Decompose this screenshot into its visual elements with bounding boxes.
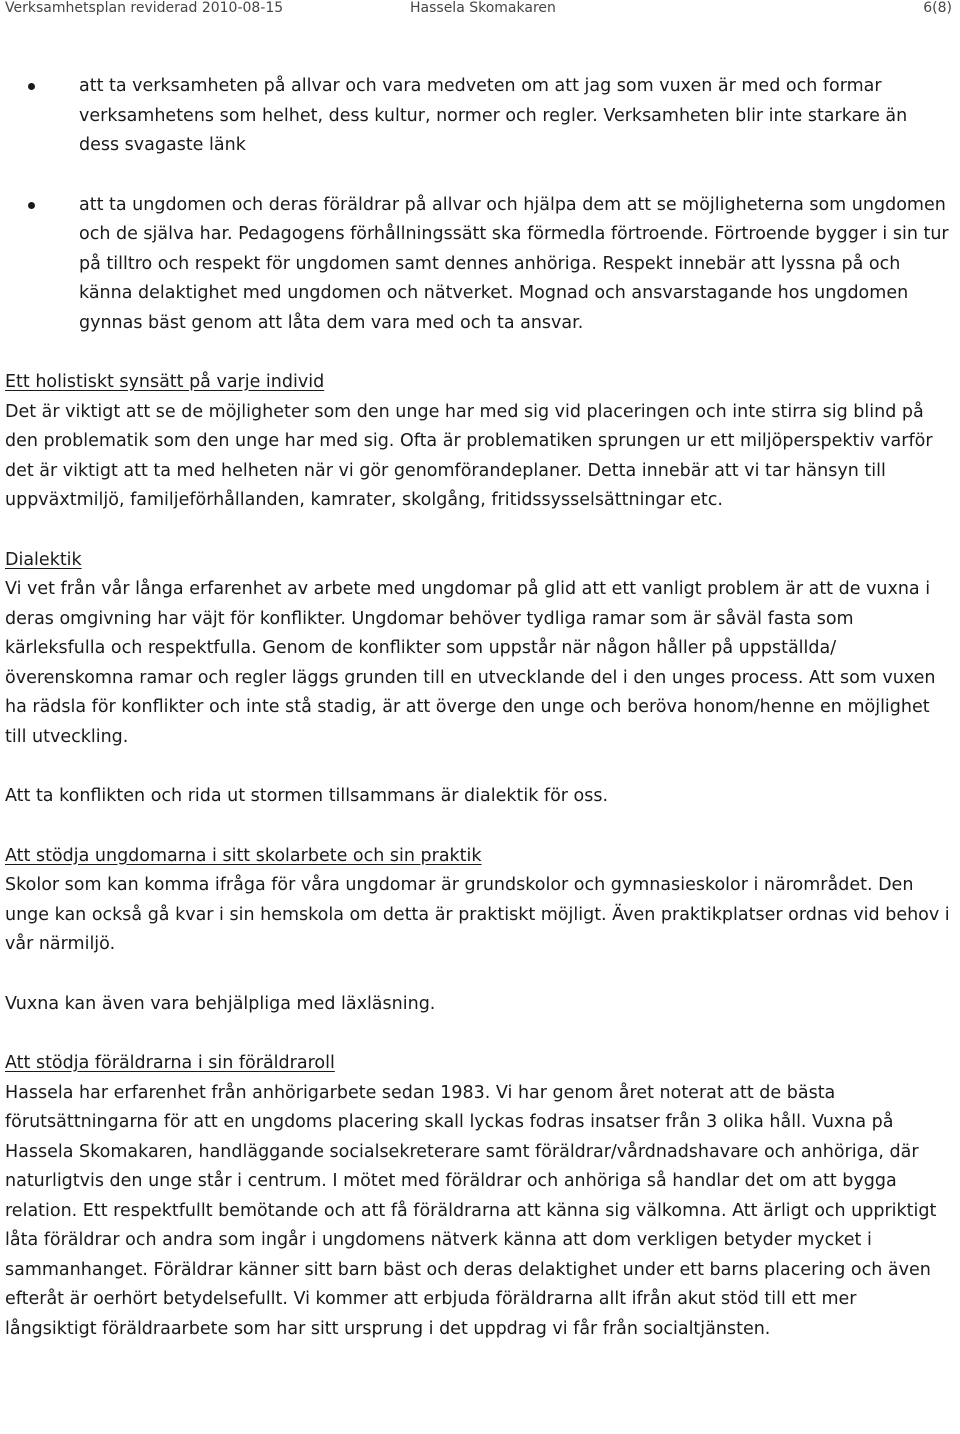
list-item-text: att ta ungdomen och deras föräldrar på allvar och hjälpa dem att se möjligheterna som ungdomen och de själva har. Pedagogens förhållningssätt ska förmedla förtroende. Förtroende bygger i sin tur på tilltro och respekt för ungdomen samt dennes anhöriga. Respekt innebär att lyssna på och känna delaktighet med ungdomen och nätverket. Mognad och ansvarstagande hos ungdomen gynnas bäst genom att låta dem vara med och ta ansvar.: [79, 194, 949, 333]
section-text-school: Skolor som kan komma ifråga för våra ungdomar är grundskolor och gymnasieskolor i närområdet. Den unge kan också gå kvar i sin hemskola om detta är praktiskt möjligt. Även praktikplatser ordnas vid behov i vår närmiljö.: [5, 875, 950, 954]
document-body: [5, 72, 950, 1344]
section-text-dialectic: Vi vet från vår långa erfarenhet av arbete med ungdomar på glid att ett vanligt problem är att de vuxna i deras omgivning har väjt för konflikter. Ungdomar behöver tydliga ramar som är såväl fasta som kärleksfulla och respektfulla. Genom de konflikter som uppstår när någon håller på uppställda/överenskomna ramar och regler läggs grunden till en utvecklande del i den unges process. Att som vuxen ha rädsla för konflikter och inte stå stadig, är att överge den unge och beröva honom/henne en möjlighet till utveckling.: [5, 579, 936, 747]
bullet-icon: [28, 202, 35, 209]
section-text-holistic: Det är viktigt att se de möjligheter som den unge har med sig vid placeringen och inte stirra sig blind på den problematik som den unge har med sig. Ofta är problematiken sprungen ur ett miljöperspektiv varför det är viktigt att ta med helheten när vi gör genomförandeplaner. Detta innebär att vi tar hänsyn till uppväxtmiljö, familjeförhållanden, kamrater, skolgång, fritidssysselsättningar etc.: [5, 401, 933, 510]
section-heading-school: Att stödja ungdomarna i sitt skolarbete och sin praktik: [5, 845, 482, 866]
organization-name: Hassela Skomakaren: [410, 0, 556, 16]
bullet-list: [5, 72, 950, 338]
list-item: [5, 72, 950, 161]
list-item: [5, 191, 950, 339]
section-text-dialectic-summary: Att ta konflikten och rida ut stormen tillsammans är dialektik för oss.: [5, 786, 609, 806]
section-heading-holistic: Ett holistiskt synsätt på varje individ: [5, 372, 325, 392]
section-heading-parents: Att stödja föräldrarna i sin föräldraroll: [5, 1053, 335, 1073]
bullet-icon: [28, 83, 35, 90]
section-text-school-homework: Vuxna kan även vara behjälpliga med läxläsning.: [5, 993, 436, 1014]
list-item-text: att ta verksamheten på allvar och vara medveten om att jag som vuxen är med och formar verksamhetens som helhet, dess kultur, normer och regler. Verksamheten blir inte starkare än dess svagaste länk: [79, 76, 908, 155]
page-header: [0, 0, 960, 24]
section-text-parents: Hassela har erfarenhet från anhörigarbete sedan 1983. Vi har genom året noterat att de bästa förutsättningarna för att en ungdoms placering skall lyckas fodras insatser från 3 olika håll. Vuxna på Hassela Skomakaren, handläggande socialsekreterare samt föräldrar/vårdnadshavare och anhöriga, där naturligtvis den unge står i centrum. I mötet med föräldrar och anhöriga så handlar det om att bygga relation. Ett respektfullt bemötande och att få föräldrarna att känna sig välkomna. Att ärligt och uppriktigt låta föräldrar och andra som ingår i ungdomens nätverk känna att dom verkligen betyder mycket i sammanhanget. Föräldrar känner sitt barn bäst och deras delaktighet under ett barns placering och även efteråt är oerhört betydelsefullt. Vi kommer att erbjuda föräldrarna allt ifrån akut stöd till ett mer långsiktigt föräldraarbete som har sitt ursprung i det uppdrag vi får från socialtjänsten.: [5, 1082, 937, 1339]
section-heading-dialectic: Dialektik: [5, 549, 82, 570]
document-title: Verksamhetsplan reviderad 2010-08-15: [5, 0, 284, 16]
page-number: 6(8): [923, 0, 952, 16]
